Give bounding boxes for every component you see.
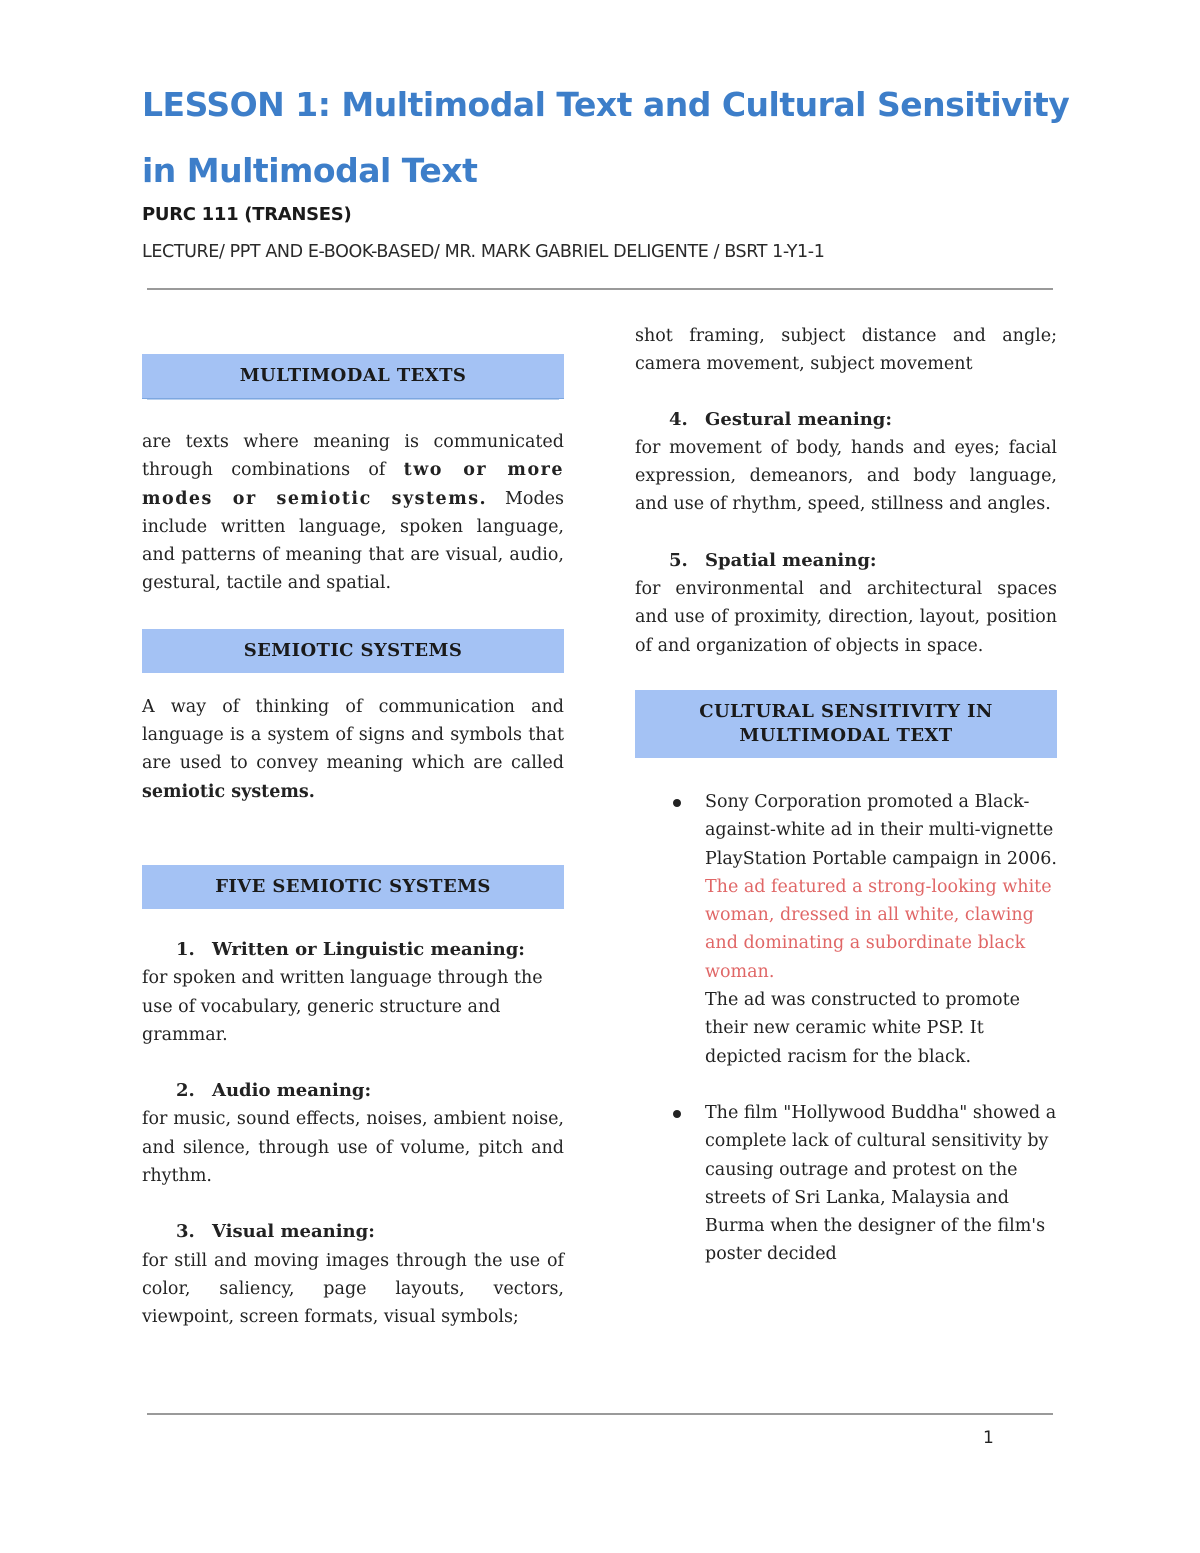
system-body: for spoken and written language through the use of vocabulary, generic structure and grammar.: [142, 968, 543, 1045]
system-body: for music, sound effects, noises, ambient noise, and silence, through use of volume, pitch and rhythm.: [142, 1109, 564, 1187]
cultural-heading: CULTURAL SENSITIVITY IN MULTIMODAL TEXT: [635, 690, 1057, 758]
sony-text: Sony Corporation promoted a Black-against-white ad in their multi-vignette PlayStation Portable campaign in 2006.: [705, 791, 1057, 869]
system-number: 5.: [669, 549, 688, 571]
system-item-3: [142, 1218, 564, 1331]
system-number: 4.: [669, 408, 688, 430]
multimodal-text-a: are texts where meaning is communicated through combinations of: [142, 432, 564, 481]
page-title: LESSON 1: Multimodal Text and Cultural Sensitivity in Multimodal Text: [142, 85, 1070, 190]
sony-highlight: The ad featured a strong-looking white woman, dressed in all white, clawing and dominating a subordinate black woman.: [705, 876, 1052, 982]
semiotic-bold: semiotic systems.: [142, 781, 315, 802]
header-divider: [147, 288, 1053, 290]
multimodal-text-b: Modes include written language, spoken language, and patterns of meaning that are visual, audio, gestural, tactile and spatial.: [142, 488, 564, 594]
list-item: [635, 1099, 1057, 1269]
footer-divider: [147, 1413, 1053, 1415]
sony-conclusion: The ad was constructed to promote their new ceramic white PSP. It depicted racism for the black.: [705, 990, 1020, 1067]
multimodal-bold: two or more modes or semiotic systems.: [142, 460, 564, 509]
list-item: [635, 788, 1057, 1071]
system-item-4: [635, 406, 1057, 519]
semiotic-definition: [142, 693, 564, 806]
five-systems-heading: FIVE SEMIOTIC SYSTEMS: [142, 865, 564, 909]
system-item-1: [142, 936, 564, 1049]
left-column: [142, 340, 564, 1332]
system-title: Spatial meaning:: [705, 549, 877, 571]
system-title: Visual meaning:: [212, 1221, 375, 1243]
system-number: 2.: [176, 1080, 195, 1102]
system-body-part1: for still and moving images through the use of color, saliency, page layouts, vectors, viewpoint, screen formats, visual symbols;: [142, 1250, 564, 1328]
system-item-5: [635, 547, 1057, 660]
page-number: 1: [983, 1428, 994, 1448]
system-item-2: [142, 1077, 564, 1190]
right-column: [635, 322, 1057, 1269]
semiotic-heading: SEMIOTIC SYSTEMS: [142, 629, 564, 673]
system-title: Gestural meaning:: [705, 408, 893, 430]
multimodal-definition: [142, 428, 564, 598]
system-title: Audio meaning:: [212, 1080, 372, 1102]
multimodal-heading: MULTIMODAL TEXTS: [142, 354, 564, 399]
course-code: PURC 111 (TRANSES): [142, 204, 352, 225]
semiotic-text: A way of thinking of communication and language is a system of signs and symbols that are used to convey meaning which are called: [142, 696, 564, 774]
hollywood-text: The film "Hollywood Buddha" showed a complete lack of cultural sensitivity by causing outrage and protest on the streets of Sri Lanka, Malaysia and Burma when the designer of the film's poster decided: [705, 1102, 1057, 1265]
system-number: 1.: [176, 938, 195, 960]
system-body: for movement of body, hands and eyes; facial expression, demeanors, and body language, and use of rhythm, speed, stillness and angles.: [635, 437, 1057, 515]
system-number: 3.: [176, 1221, 195, 1243]
system-title: Written or Linguistic meaning:: [212, 938, 525, 960]
cultural-list: [635, 788, 1057, 1269]
lecture-meta: LECTURE/ PPT AND E-BOOK-BASED/ MR. MARK GABRIEL DELIGENTE / BSRT 1-Y1-1: [142, 242, 825, 262]
system-body-part2: shot framing, subject distance and angle; camera movement, subject movement: [635, 326, 1057, 375]
system-body: for environmental and architectural spaces and use of proximity, direction, layout, position of and organization of objects in space.: [635, 579, 1057, 656]
